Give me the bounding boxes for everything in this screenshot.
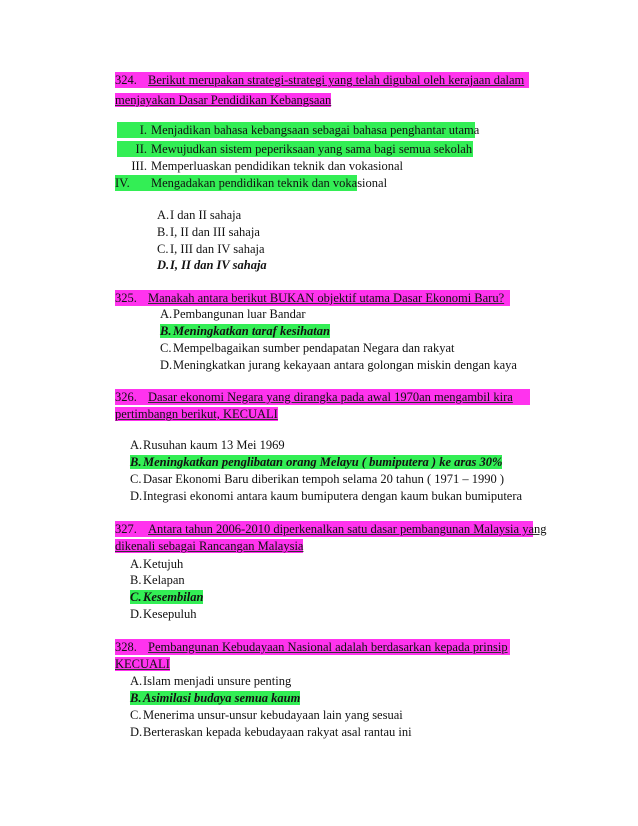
- question-text: KECUALI: [115, 657, 170, 671]
- option-text: Kesepuluh: [143, 607, 197, 621]
- option-text: Ketujuh: [143, 557, 184, 571]
- option-c: [160, 340, 454, 356]
- question-327-line2: [115, 538, 303, 554]
- question-text: pertimbangn berikut, KECUALI: [115, 407, 278, 421]
- option-letter: C.: [160, 341, 172, 355]
- option-text: I, III dan IV sahaja: [170, 242, 265, 256]
- option-letter: D.: [160, 358, 173, 372]
- statement-text: Mewujudkan sistem peperiksaan yang sama bagi semua sekolah: [151, 142, 473, 156]
- question-text: Manakah antara berikut BUKAN objektif utama Dasar Ekonomi Baru?: [148, 291, 505, 305]
- option-b: [130, 572, 185, 588]
- option-text: Meningkatkan jurang kekayaan antara golongan miskin dengan kaya: [173, 358, 517, 372]
- option-letter: D.: [130, 489, 143, 503]
- option-d: [160, 357, 517, 373]
- option-text: Mempelbagaikan sumber pendapatan Negara dan rakyat: [173, 341, 455, 355]
- option-a: [157, 207, 241, 223]
- question-number: 324.: [115, 73, 137, 87]
- option-letter: C.: [130, 590, 142, 604]
- question-328-line2: [115, 656, 170, 672]
- option-c: [130, 471, 504, 487]
- option-a: [160, 306, 306, 322]
- question-text: Dasar ekonomi Negara yang dirangka pada awal 1970an mengambil kira: [148, 390, 513, 404]
- question-325: [115, 290, 510, 306]
- statement-text: Memperluaskan pendidikan teknik dan vokasional: [151, 159, 404, 173]
- option-c: [157, 241, 265, 257]
- option-text: I, II dan III sahaja: [170, 225, 260, 239]
- option-a: [130, 556, 183, 572]
- question-326-line2: [115, 406, 278, 422]
- option-letter: B.: [160, 324, 172, 338]
- statement-ii: [117, 141, 473, 157]
- question-text: Antara tahun 2006-2010 diperkenalkan satu dasar pembangunan Malaysia yang: [148, 522, 547, 536]
- option-letter: A.: [130, 438, 143, 452]
- option-d: [130, 606, 196, 622]
- option-d: [130, 488, 522, 504]
- option-letter: C.: [157, 242, 169, 256]
- question-328: [115, 639, 510, 655]
- option-text: Islam menjadi unsure penting: [143, 674, 292, 688]
- question-326: [115, 389, 530, 405]
- option-text: Meningkatkan penglibatan orang Melayu ( bumiputera ) ke aras 30%: [143, 455, 503, 469]
- roman-numeral: II.: [135, 142, 147, 156]
- option-c: [130, 707, 403, 723]
- option-text: I, II dan IV sahaja: [170, 258, 267, 272]
- option-b-answer: [130, 690, 300, 706]
- option-a: [130, 437, 285, 453]
- statement-text: Menjadikan bahasa kebangsaan sebagai bahasa penghantar utama: [151, 123, 480, 137]
- option-letter: B.: [130, 691, 142, 705]
- option-text: Menerima unsur-unsur kebudayaan lain yang sesuai: [143, 708, 403, 722]
- question-text: Berikut merupakan strategi-strategi yang telah digubal oleh kerajaan dalam: [148, 73, 525, 87]
- question-324: [115, 72, 529, 88]
- option-text: Integrasi ekonomi antara kaum bumiputera dengan kaum bukan bumiputera: [143, 489, 523, 503]
- question-text: menjayakan Dasar Pendidikan Kebangsaan: [115, 93, 332, 107]
- statement-text: Mengadakan pendidikan teknik dan vokasional: [151, 176, 388, 190]
- option-text: Kelapan: [143, 573, 185, 587]
- roman-numeral: III.: [131, 159, 147, 173]
- option-letter: D.: [157, 258, 170, 272]
- option-text: I dan II sahaja: [170, 208, 242, 222]
- option-b-answer: [130, 454, 502, 470]
- option-d: [130, 724, 412, 740]
- option-letter: A.: [157, 208, 170, 222]
- option-text: Rusuhan kaum 13 Mei 1969: [143, 438, 285, 452]
- option-d-answer: [157, 257, 267, 273]
- question-text: Pembangunan Kebudayaan Nasional adalah berdasarkan kepada prinsip: [148, 640, 508, 654]
- roman-numeral: IV.: [115, 176, 130, 190]
- option-text: Asimilasi budaya semua kaum: [143, 691, 301, 705]
- option-text: Berteraskan kepada kebudayaan rakyat asal rantau ini: [143, 725, 412, 739]
- question-327: [115, 521, 547, 537]
- question-324-line2: [115, 92, 331, 108]
- option-a: [130, 673, 291, 689]
- option-letter: C.: [130, 472, 142, 486]
- option-letter: C.: [130, 708, 142, 722]
- question-text: dikenali sebagai Rancangan Malaysia: [115, 539, 304, 553]
- roman-numeral: I.: [139, 123, 147, 137]
- option-text: Dasar Ekonomi Baru diberikan tempoh selama 20 tahun ( 1971 – 1990 ): [143, 472, 505, 486]
- option-letter: A.: [160, 307, 173, 321]
- statement-iv: [115, 175, 388, 191]
- question-number: 326.: [115, 390, 137, 404]
- option-c-answer: [130, 589, 203, 605]
- statement-i: [117, 122, 480, 138]
- option-b-answer: [160, 323, 330, 339]
- option-b: [157, 224, 260, 240]
- option-text: Pembangunan luar Bandar: [173, 307, 306, 321]
- question-number: 328.: [115, 640, 137, 654]
- option-letter: B.: [130, 455, 142, 469]
- option-letter: B.: [157, 225, 169, 239]
- question-number: 325.: [115, 291, 137, 305]
- option-text: Kesembilan: [143, 590, 204, 604]
- option-letter: D.: [130, 725, 143, 739]
- option-letter: A.: [130, 557, 143, 571]
- option-text: Meningkatkan taraf kesihatan: [173, 324, 330, 338]
- option-letter: B.: [130, 573, 142, 587]
- option-letter: A.: [130, 674, 143, 688]
- option-letter: D.: [130, 607, 143, 621]
- statement-iii: [117, 158, 403, 174]
- question-number: 327.: [115, 522, 137, 536]
